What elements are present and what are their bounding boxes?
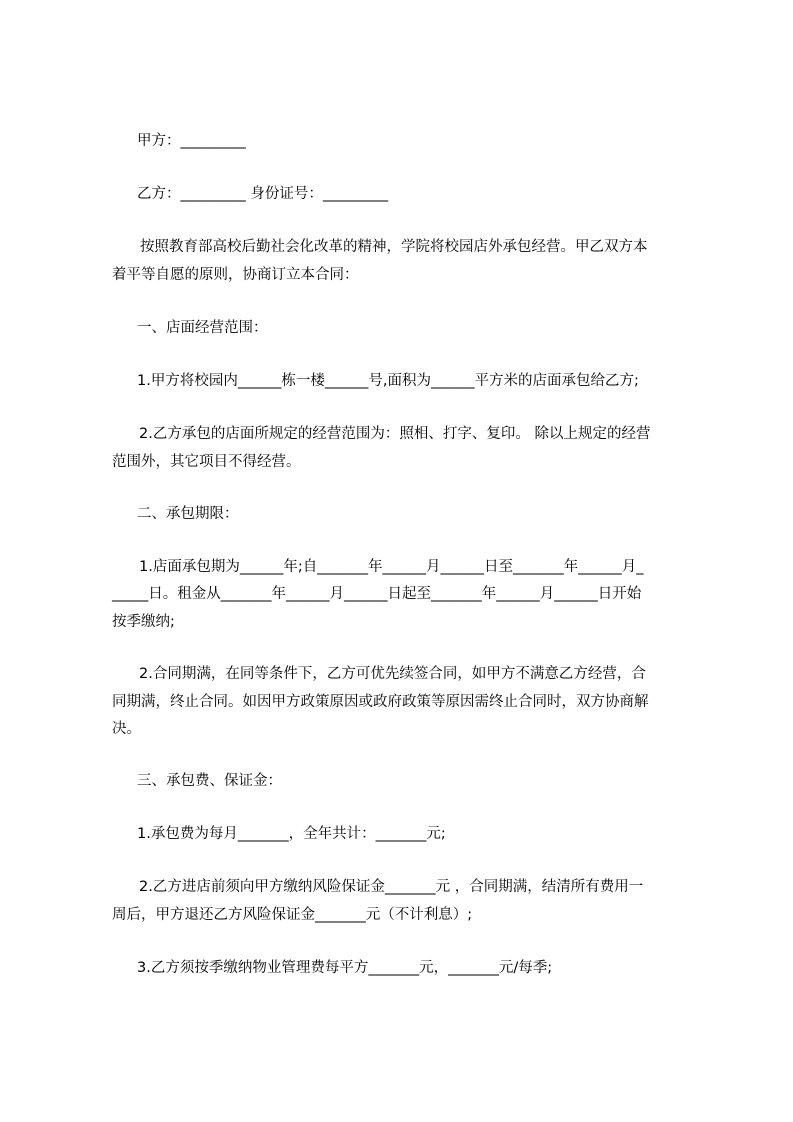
section-2-heading: 二、承包期限： [137,506,239,522]
section-1-heading: 一、店面经营范围： [137,320,268,336]
section-1-item-2-line-2: 范围外，其它项目不得经营。 [112,454,301,470]
section-3-item-3: 3.乙方须按季缴纳物业管理费每平方_______元，_______元/每季; [137,960,553,976]
party-b-line: 乙方：_________ 身份证号：_________ [137,186,389,202]
section-2-item-2-line-1: 2.合同期满，在同等条件下，乙方可优先续签合同，如甲方不满意乙方经营，合 [139,666,646,682]
intro-line-2: 着平等自愿的原则，协商订立本合同： [112,267,359,283]
party-a-line: 甲方：_________ [137,133,246,149]
section-3-item-2-line-2: 周后，甲方退还乙方风险保证金_______元（不计利息）; [112,907,473,923]
section-3-item-1: 1.承包费为每月_______，全年共计：_______元; [137,826,446,842]
section-1-item-1: 1.甲方将校园内______栋一楼______号,面积为______平方米的店面承包给乙方; [137,373,639,389]
section-2-item-1-line-2: _____日。租金从_______年______月______日起至_______年______月______日开始 [112,586,642,602]
section-2-item-1-line-3: 按季缴纳; [112,614,175,630]
section-2-item-2-line-3: 决。 [112,721,141,737]
section-3-item-2-line-1: 2.乙方进店前须向甲方缴纳风险保证金_______元 ，合同期满，结清所有费用一 [139,879,644,895]
intro-line-1: 按照教育部高校后勤社会化改革的精神，学院将校园店外承包经营。甲乙双方本 [140,239,648,255]
section-3-heading: 三、承包费、保证金： [137,773,282,789]
section-2-item-1-line-1: 1.店面承包期为______年;自_______年______月______日至_______年______月_ [139,559,644,575]
section-1-item-2-line-1: 2.乙方承包的店面所规定的经营范围为：照相、打字、复印。 除以上规定的经营 [139,426,651,442]
section-2-item-2-line-2: 同期满，终止合同。如因甲方政策原因或政府政策等原因需终止合同时，双方协商解 [112,694,649,710]
